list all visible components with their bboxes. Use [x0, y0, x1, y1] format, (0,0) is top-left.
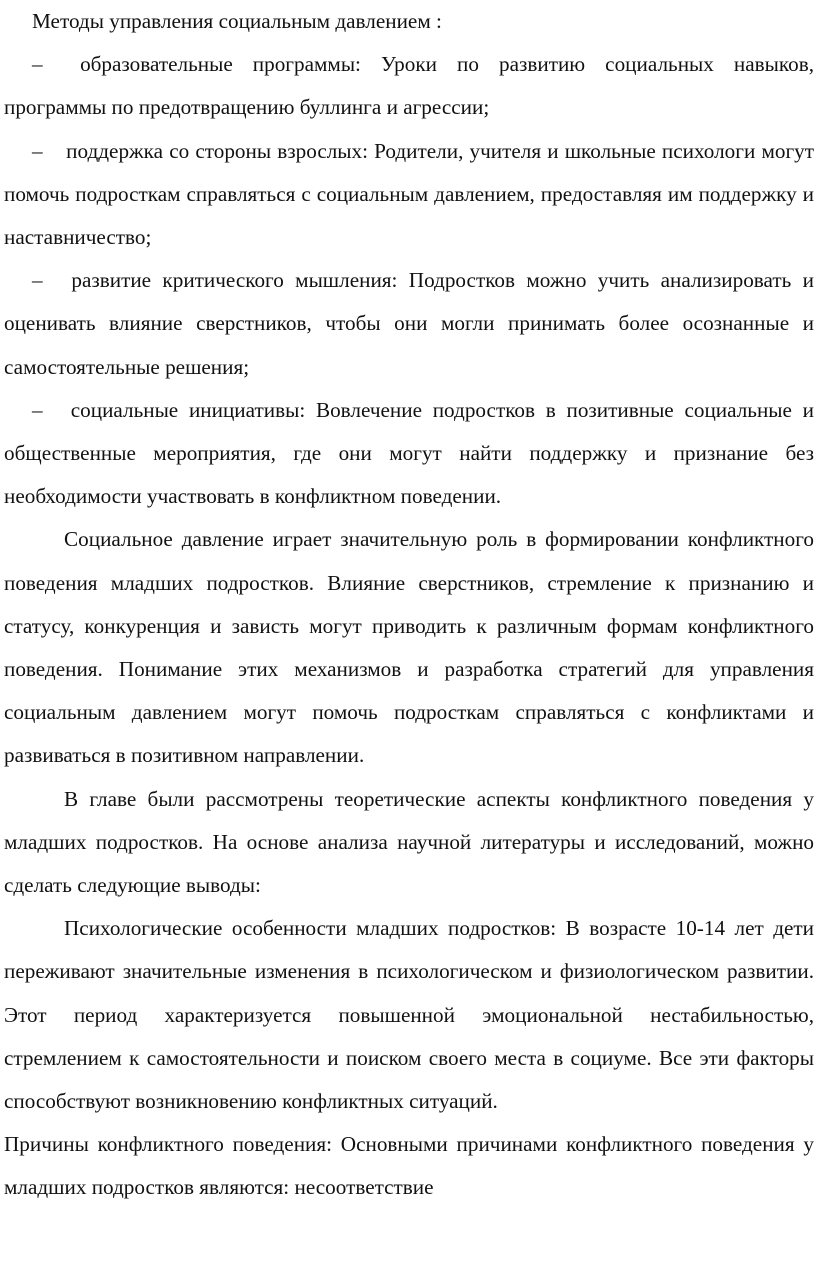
bullet-text: развитие критического мышления: Подростков можно учить анализировать и оценивать влияние сверстников, чтобы они могли принимать более осознанные и самостоятельные решения; [4, 268, 814, 379]
bullet-text: образовательные программы: Уроки по развитию социальных навыков, программы по предотвращению буллинга и агрессии; [4, 52, 815, 120]
body-paragraph: Социальное давление играет значительную роль в формировании конфликтного поведения младших подростков. Влияние сверстников, стремление к признанию и статусу, конкуренция и зависть могут приводить к различным формам конфликтного поведения. Понимание этих механизмов и разработка стратегий для управления социальным давлением могут помочь подросткам справляться с конфликтами и развиваться в позитивном направлении. [4, 527, 814, 768]
bullet-item [4, 130, 814, 260]
bullet-dash: – [32, 397, 43, 422]
bullet-dash: – [32, 268, 43, 293]
bullet-text: поддержка со стороны взрослых: Родители, учителя и школьные психологи могут помочь подросткам справляться с социальным давлением, предоставляя им поддержку и наставничество; [4, 138, 814, 250]
bullet-item [4, 43, 814, 129]
body-paragraph: В главе были рассмотрены теоретические аспекты конфликтного поведения у младших подростков. На основе анализа научной литературы и исследований, можно сделать следующие выводы: [4, 786, 814, 898]
section-heading: Методы управления социальным давлением : [32, 9, 442, 33]
bullet-text: социальные инициативы: Вовлечение подростков в позитивные социальные и общественные мероприятия, где они могут найти поддержку и признание без необходимости участвовать в конфликтном поведении. [4, 397, 814, 509]
bullet-item [4, 389, 814, 519]
bullet-dash: – [32, 138, 43, 163]
bullet-dash: – [32, 52, 43, 77]
body-paragraph-continued: Причины конфликтного поведения: Основными причинами конфликтного поведения у младших подростков являются: несоответствие [4, 1132, 814, 1200]
body-paragraph: Психологические особенности младших подростков: В возрасте 10-14 лет дети переживают значительные изменения в психологическом и физиологическом развитии. Этот период характеризуется повышенной эмоциональной нестабильностью, стремлением к самостоятельности и поиском своего места в социуме. Все эти факторы способствуют возникновению конфликтных ситуаций. [4, 916, 814, 1114]
bullet-item [4, 259, 814, 389]
